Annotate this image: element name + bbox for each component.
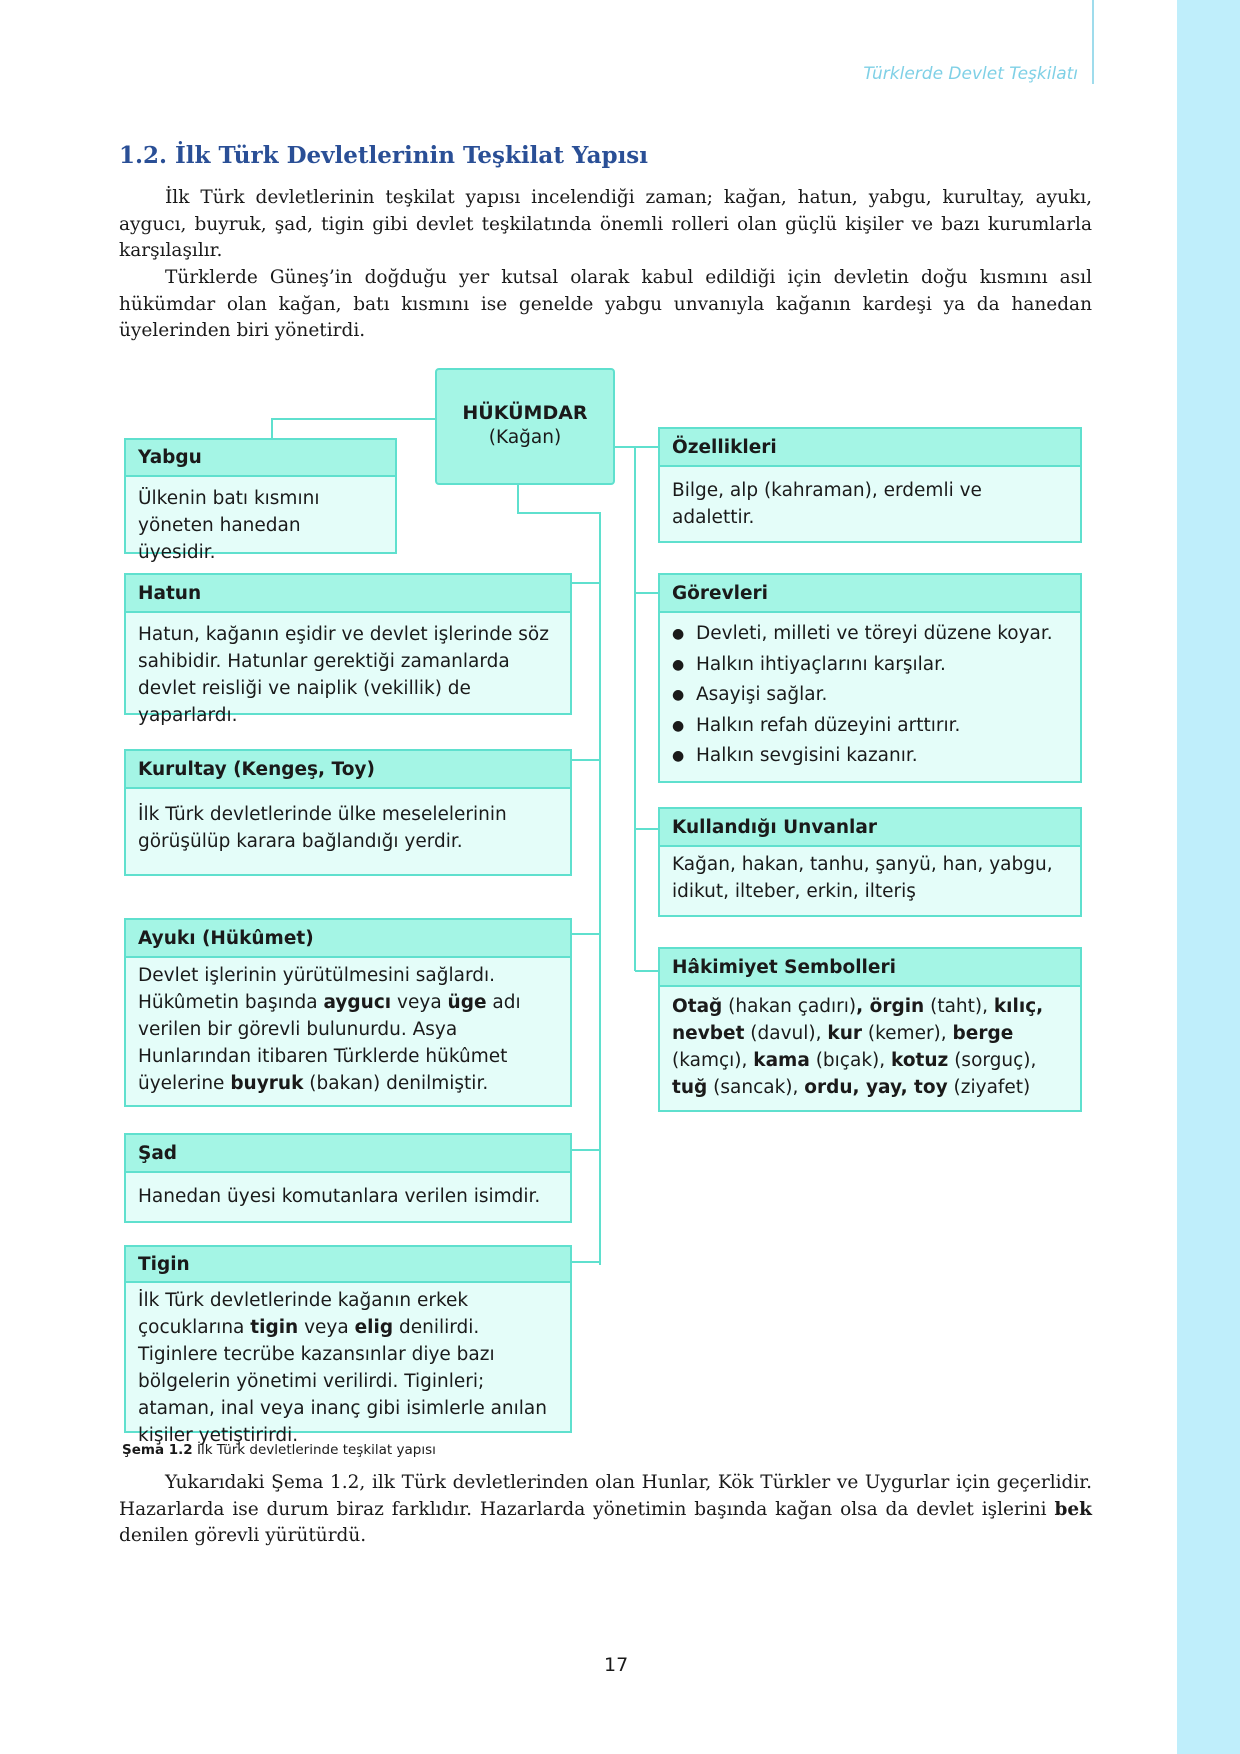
- duty-item: ● Halkın refah düzeyini arttırır.: [672, 711, 1068, 742]
- node-hakimiyet-title: Hâkimiyet Sembolleri: [660, 949, 1080, 987]
- node-unvanlar: [658, 807, 1082, 917]
- root-subtitle: (Kağan): [488, 427, 562, 448]
- node-gorevleri-title: Görevleri: [660, 575, 1080, 613]
- node-ozellikleri-text: Bilge, alp (kahraman), erdemli ve adalettir.: [672, 480, 982, 528]
- node-ayuki: [124, 918, 572, 1107]
- node-tigin-text: İlk Türk devletlerinde kağanın erkek çocuklarına tigin veya elig denilirdi. Tiginlere tecrübe kazansınlar diye bazı bölgelerin yönetimi verilirdi. Tiginleri; ataman, inal veya inanç gibi isimlerle anılan kişiler yetiştirirdi.: [138, 1290, 547, 1446]
- running-head: Türklerde Devlet Teşkilatı: [863, 64, 1078, 84]
- duty-item: ● Halkın ihtiyaçlarını karşılar.: [672, 650, 1068, 681]
- root-node-hukumdar: [435, 368, 615, 485]
- caption-label: Şema 1.2: [122, 1442, 193, 1458]
- node-unvanlar-text: Kağan, hakan, tanhu, şanyü, han, yabgu, idikut, ilteber, erkin, ilteriş: [672, 854, 1053, 902]
- node-hakimiyet-sembolleri: [658, 947, 1082, 1112]
- node-kurultay-text: İlk Türk devletlerinde ülke meselelerinin görüşülüp karara bağlandığı yerdir.: [138, 804, 507, 852]
- node-ayuki-title: Ayukı (Hükûmet): [126, 920, 570, 958]
- caption-text: İlk Türk devletlerinde teşkilat yapısı: [192, 1442, 436, 1458]
- node-sad-title: Şad: [126, 1135, 570, 1173]
- paragraph-2-text: Türklerde Güneş’in doğduğu yer kutsal olarak kabul edildiği için devletin doğu kısmını asıl hükümdar olan kağan, batı kısmını ise genelde yabgu unvanıyla kağanın kardeşi ya da hanedan üyelerinden biri yönetirdi.: [119, 267, 1092, 341]
- node-tigin-title: Tigin: [126, 1247, 570, 1283]
- duty-item: ● Asayişi sağlar.: [672, 680, 1068, 711]
- section-title: 1.2. İlk Türk Devletlerinin Teşkilat Yapısı: [119, 142, 648, 169]
- node-ozellikleri-title: Özellikleri: [660, 429, 1080, 467]
- node-ayuki-text: Devlet işlerinin yürütülmesini sağlardı. Hükûmetin başında aygucı veya üge adı verilen bir görevli bulunurdu. Asya Hunlarından itibaren Türklerde hükûmet üyelerine buyruk (bakan) denilmiştir.: [138, 965, 521, 1094]
- node-yabgu-title: Yabgu: [126, 440, 395, 477]
- node-hatun-title: Hatun: [126, 575, 570, 613]
- node-yabgu: [124, 438, 397, 563]
- node-hatun-text: Hatun, kağanın eşidir ve devlet işlerinde söz sahibidir. Hatunlar gerektiği zamanlarda devlet reisliği ve naiplik (vekillik) de yaparlardı.: [138, 624, 549, 726]
- root-title: HÜKÜMDAR: [462, 402, 588, 424]
- term-bek: bek: [1054, 1498, 1092, 1520]
- page-number: 17: [604, 1654, 629, 1676]
- figure-caption: [122, 1442, 436, 1458]
- duty-item: ● Halkın sevgisini kazanır.: [672, 741, 1068, 772]
- node-gorevleri: [658, 573, 1082, 783]
- node-hakimiyet-text: Otağ (hakan çadırı), örgin (taht), kılıç, nevbet (davul), kur (kemer), berge (kamçı), kama (bıçak), kotuz (sorguç), tuğ (sancak), ordu, yay, toy (ziyafet): [672, 996, 1044, 1098]
- node-unvanlar-title: Kullandığı Unvanlar: [660, 809, 1080, 847]
- node-tigin: [124, 1245, 572, 1446]
- duty-item: ● Devleti, milleti ve töreyi düzene koyar.: [672, 619, 1068, 650]
- node-hatun: [124, 573, 572, 726]
- node-kurultay: [124, 749, 572, 876]
- paragraph-1-text: İlk Türk devletlerinin teşkilat yapısı incelendiği zaman; kağan, hatun, yabgu, kurultay, ayukı, aygucı, buyruk, şad, tigin gibi devlet teşkilatında önemli rolleri olan güçlü kişiler ve bazı kurumlarla karşılaşılır.: [119, 187, 1092, 261]
- node-ozellikleri: [658, 427, 1082, 543]
- paragraph-3: Yukarıdaki Şema 1.2, ilk Türk devletlerinden olan Hunlar, Kök Türkler ve Uygurlar için geçerlidir. Hazarlarda ise durum biraz farklıdır. Hazarlarda yönetimin başında kağan olsa da devlet işlerini bek denilen görevli yürütürdü.: [119, 1472, 1092, 1546]
- node-yabgu-text: Ülkenin batı kısmını yöneten hanedan üyesidir.: [138, 488, 320, 563]
- duties-list: [672, 619, 1068, 772]
- node-sad: [124, 1133, 572, 1223]
- node-gorevleri-body: [660, 613, 1080, 780]
- node-kurultay-title: Kurultay (Kengeş, Toy): [126, 751, 570, 789]
- node-sad-text: Hanedan üyesi komutanlara verilen isimdir.: [138, 1186, 541, 1207]
